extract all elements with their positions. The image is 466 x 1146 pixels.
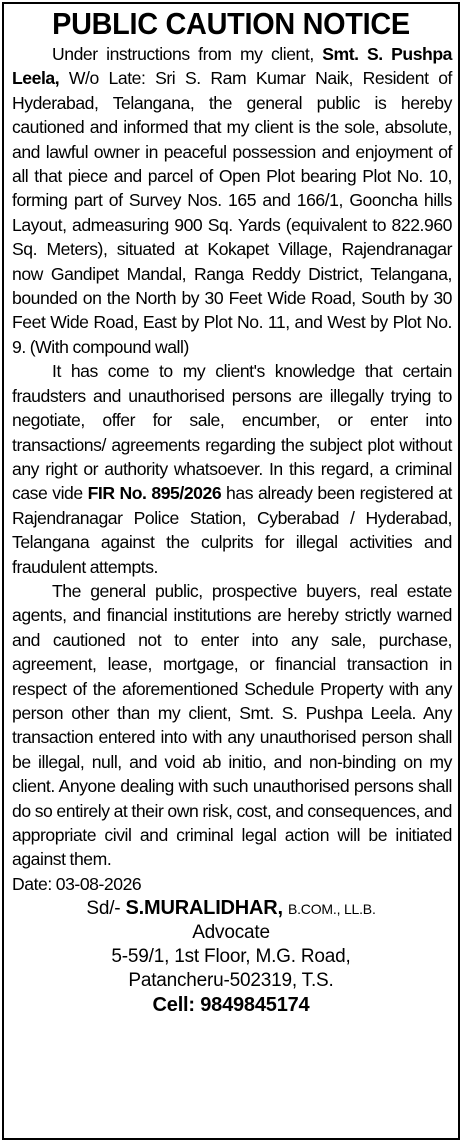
notice-title: PUBLIC CAUTION NOTICE (52, 6, 410, 41)
address-line-2: Patancheru-502319, T.S. (128, 970, 334, 992)
notice-date: Date: 03-08-2026 (12, 873, 142, 894)
address-line-1: 5-59/1, 1st Floor, M.G. Road, (111, 946, 351, 968)
paragraph-ownership (12, 42, 452, 359)
paragraph-warning (12, 579, 452, 872)
para1-text: W/o Late: Sri S. Ram Kumar Naik, Resident of Hyderabad, Telangana, the general public is hereby cautioned and informed that my client is the sole, absolute, and lawful owner in peaceful possession and enjoyment of all that piece and parcel of Open Plot bearing Plot No. 10, forming part of Survey Nos. 165 and 166/1, Gooncha hills Layout, admeasuring 900 Sq. Yards (equivalent to 822.960 Sq. Meters), situated at Kokapet Village, Rajendranagar now Gandipet Mandal, Ranga Reddy District, Telangana, bounded on the North by 30 Feet Wide Road, South by 30 Feet Wide Road, East by Plot No. 11, and West by Plot No. 9. (With compound wall) (12, 68, 452, 357)
advocate-degrees: B.COM., LL.B. (287, 901, 376, 918)
client-name: Smt. S. Pushpa Leela, (12, 44, 452, 89)
para2-text-before: It has come to my client's knowledge that certain fraudsters and unauthorised persons are illegally trying to negotiate, offer for sale, encumber, or enter into transactions/ agreements regarding the subject plot without any right or authority whatsoever. In this regard, a criminal case vide (12, 361, 452, 504)
para3-text: The general public, prospective buyers, real estate agents, and financial institutions are hereby strictly warned and cautioned not to enter into any sale, purchase, agreement, lease, mortgage, or financial transaction in respect of the aforementioned Schedule Property with any person other than my client, Smt. S. Pushpa Leela. Any transaction entered into with any unauthorised person shall be illegal, null, and void ab initio, and non-binding on my client. Anyone dealing with such unauthorised persons shall do so entirely at their own risk, cost, and consequences, and appropriate civil and criminal legal action will be initiated against them. (12, 580, 452, 870)
advocate-name: S.MURALIDHAR, (125, 897, 283, 920)
notice-body (4, 42, 458, 896)
para2-text-after: has already been registered at Rajendranagar Police Station, Cyberabad / Hyderabad, Telangana against the culprits for illegal activities and fraudulent attempts. (12, 483, 452, 577)
cell-number: Cell: 9849845174 (152, 994, 310, 1017)
caution-notice (2, 2, 460, 1140)
signature-line (4, 896, 458, 921)
signature-prefix: Sd/- (86, 898, 121, 920)
paragraph-fraud (12, 359, 452, 579)
signature-block (4, 896, 458, 1017)
para1-lead: Under instructions from my client, (52, 44, 314, 64)
advocate-role: Advocate (192, 922, 270, 944)
fir-number: FIR No. 895/2026 (87, 483, 222, 504)
